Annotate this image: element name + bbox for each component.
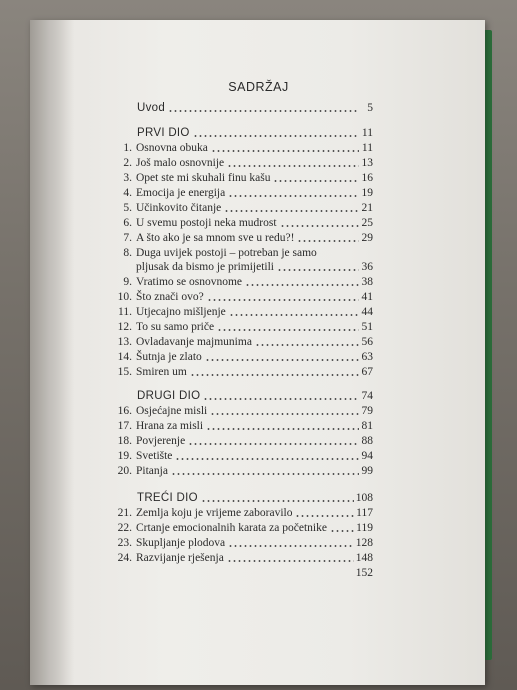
toc-entry-number: 23. xyxy=(117,537,132,549)
dot-leader xyxy=(229,314,359,316)
toc-page-number: 11 xyxy=(361,127,373,139)
toc-entry-label: Vratimo se osnovnome xyxy=(136,276,242,288)
toc-page-number: 29 xyxy=(361,232,373,244)
toc-entry-label: Skupljanje plodova xyxy=(136,537,226,549)
toc-trailing-page-number xyxy=(117,566,373,580)
dot-leader xyxy=(330,530,354,532)
toc-page-number: 13 xyxy=(361,157,373,169)
toc-entry xyxy=(117,186,373,200)
toc-entry-number: 16. xyxy=(117,405,132,417)
toc-entry xyxy=(117,216,373,230)
toc-entry-label: Crtanje emocionalnih karata za početnike xyxy=(136,522,327,534)
toc-entry xyxy=(117,201,373,215)
toc-page-number: 108 xyxy=(355,492,373,504)
toc-entry-number: 22. xyxy=(117,522,132,534)
toc-page-number: 21 xyxy=(361,202,373,214)
dot-leader xyxy=(203,398,359,400)
dot-leader xyxy=(201,500,354,502)
page-gutter-shadow xyxy=(30,20,74,685)
toc-entry-label: Hrana za misli xyxy=(136,420,204,432)
dot-leader xyxy=(206,428,359,430)
toc-entry-label: TREĆI DIO xyxy=(137,492,198,504)
toc-page-number: 51 xyxy=(361,321,373,333)
toc-page-number: 16 xyxy=(361,172,373,184)
toc-entry xyxy=(117,171,373,185)
toc-page-number: 117 xyxy=(356,507,373,519)
toc-page-number: 63 xyxy=(361,351,373,363)
toc-page-number: 44 xyxy=(361,306,373,318)
dot-leader xyxy=(188,443,359,445)
toc-entry-label: Uvod xyxy=(137,102,166,114)
toc-entry-label: Što znači ovo? xyxy=(136,291,204,303)
toc-entry xyxy=(117,551,373,565)
dot-leader xyxy=(224,210,359,212)
toc-section-heading xyxy=(117,491,373,505)
dot-leader xyxy=(255,344,359,346)
toc-entry xyxy=(117,246,373,274)
toc-entry xyxy=(117,156,373,170)
toc-entry-label: Razvijanje rješenja xyxy=(136,552,224,564)
toc-entry xyxy=(117,419,373,433)
dot-leader xyxy=(193,135,359,137)
toc-entry xyxy=(117,275,373,289)
toc-entry xyxy=(117,350,373,364)
toc-entry-number: 4. xyxy=(123,187,132,199)
dot-leader xyxy=(295,515,354,517)
toc-entry-number: 6. xyxy=(123,217,132,229)
toc-page-number: 94 xyxy=(361,450,373,462)
toc-page-number: 99 xyxy=(361,465,373,477)
toc-page-number: 36 xyxy=(361,261,373,273)
toc-page-number: 88 xyxy=(361,435,373,447)
dot-leader xyxy=(217,329,359,331)
toc-entry-number: 13. xyxy=(117,336,132,348)
dot-leader xyxy=(277,269,359,271)
toc-entry-label: Emocija je energija xyxy=(136,187,226,199)
toc-entry-number: 2. xyxy=(123,157,132,169)
toc-page-number: 74 xyxy=(361,390,373,402)
toc-entry-number: 1. xyxy=(123,142,132,154)
dot-leader xyxy=(205,359,359,361)
toc-entry-number: 9. xyxy=(123,276,132,288)
toc-entry-label: Povjerenje xyxy=(136,435,186,447)
dot-leader xyxy=(228,545,354,547)
toc-entry xyxy=(117,449,373,463)
toc-entry xyxy=(117,464,373,478)
toc-page-number: 19 xyxy=(361,187,373,199)
toc-entry-label: A što ako je sa mnom sve u redu?! xyxy=(136,232,295,244)
dot-leader xyxy=(171,473,359,475)
toc-page-number: 128 xyxy=(355,537,373,549)
dot-leader xyxy=(245,284,359,286)
toc-entry-label: Opet ste mi skuhali finu kašu xyxy=(136,172,271,184)
toc-page-number: 41 xyxy=(361,291,373,303)
toc-entry-number: 17. xyxy=(117,420,132,432)
toc-entry xyxy=(117,434,373,448)
toc-page-number: 5 xyxy=(367,102,373,114)
toc-section-heading xyxy=(117,101,373,115)
toc-entry-label: Osjećajne misli xyxy=(136,405,208,417)
toc-entry xyxy=(117,335,373,349)
toc-entry-number: 18. xyxy=(117,435,132,447)
toc-entry-number: 15. xyxy=(117,366,132,378)
toc-entry-label: Pitanja xyxy=(136,465,168,477)
toc-page-number: 67 xyxy=(361,366,373,378)
toc-entry-label: DRUGI DIO xyxy=(137,390,201,402)
toc-page-number: 152 xyxy=(355,567,373,579)
toc-entry xyxy=(117,305,373,319)
toc-page-number: 38 xyxy=(361,276,373,288)
toc-entry xyxy=(117,521,373,535)
toc-page-number: 11 xyxy=(361,142,373,154)
toc-section-heading xyxy=(117,126,373,140)
dot-leader xyxy=(297,240,359,242)
toc-entry-number: 12. xyxy=(117,321,132,333)
toc-entry-number: 5. xyxy=(123,202,132,214)
toc-entry-number: 8. xyxy=(123,247,132,259)
dot-leader xyxy=(280,225,359,227)
toc-entry xyxy=(117,141,373,155)
dot-leader xyxy=(227,165,359,167)
toc-title: SADRŽAJ xyxy=(228,80,289,94)
toc-page-number: 81 xyxy=(361,420,373,432)
toc-entry xyxy=(117,290,373,304)
toc-entry xyxy=(117,231,373,245)
toc-entry-label: PRVI DIO xyxy=(137,127,190,139)
toc-page-number: 79 xyxy=(361,405,373,417)
toc-entry xyxy=(117,365,373,379)
dot-leader xyxy=(211,150,359,152)
dot-leader xyxy=(210,413,359,415)
toc-entry-label: Osnovna obuka xyxy=(136,142,208,154)
dot-leader xyxy=(168,110,359,112)
toc-page-number: 148 xyxy=(355,552,373,564)
toc-entry-number: 24. xyxy=(117,552,132,564)
toc-entry-number: 3. xyxy=(123,172,132,184)
toc-entry xyxy=(117,404,373,418)
toc-entry-label: Smiren um xyxy=(136,366,187,378)
toc-entry-number: 21. xyxy=(117,507,132,519)
toc-entry-number: 7. xyxy=(123,232,132,244)
toc-entry-label: Duga uvijek postoji – potreban je samo xyxy=(136,247,317,259)
toc-entry-label: U svemu postoji neka mudrost xyxy=(136,217,277,229)
toc-entry-number: 11. xyxy=(118,306,132,318)
toc-entry-number: 14. xyxy=(117,351,132,363)
dot-leader xyxy=(190,374,359,376)
toc-entry xyxy=(117,320,373,334)
dot-leader xyxy=(273,180,359,182)
toc-entry xyxy=(117,506,373,520)
toc-entry-label: Utjecajno mišljenje xyxy=(136,306,226,318)
toc-entry-label: To su samo priče xyxy=(136,321,215,333)
toc-entry-label: Učinkovito čitanje xyxy=(136,202,222,214)
toc-page-number: 25 xyxy=(361,217,373,229)
toc-entry-number: 19. xyxy=(117,450,132,462)
toc-page-number: 119 xyxy=(356,522,373,534)
toc-entry-label: Još malo osnovnije xyxy=(136,157,225,169)
toc-entry-label: Zemlja koju je vrijeme zaboravilo xyxy=(136,507,293,519)
dot-leader xyxy=(175,458,359,460)
toc-entry-label-continued: pljusak da bismo je primijetili xyxy=(136,261,274,273)
dot-leader xyxy=(228,195,359,197)
toc-entry xyxy=(117,536,373,550)
toc-entry-label: Ovladavanje majmunima xyxy=(136,336,252,348)
toc-entry-number: 10. xyxy=(117,291,132,303)
toc-entry-number: 20. xyxy=(117,465,132,477)
dot-leader xyxy=(227,560,354,562)
toc-entry-label: Svetište xyxy=(136,450,173,462)
toc-section-heading xyxy=(117,389,373,403)
toc-entry-label: Šutnja je zlato xyxy=(136,351,202,363)
dot-leader xyxy=(207,299,359,301)
toc-page-number: 56 xyxy=(361,336,373,348)
